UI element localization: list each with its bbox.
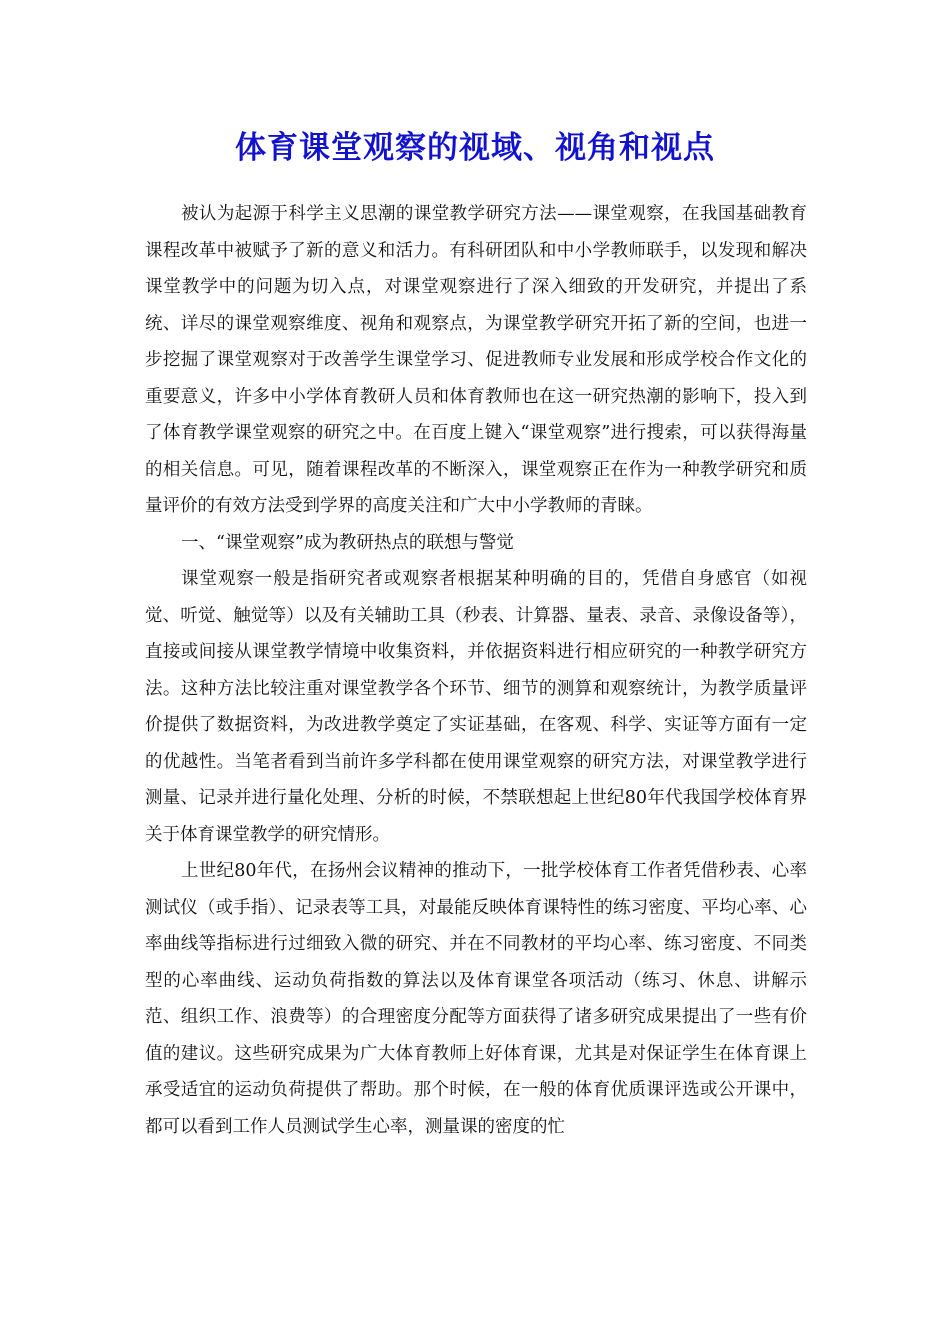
body-paragraph-1: 课堂观察一般是指研究者或观察者根据某种明确的目的，凭借自身感官（如视觉、听觉、触觉等）以及有关辅助工具（秒表、计算器、量表、录音、录像设备等），直接或间接从课堂教学情境中收集资料，并依据资料进行相应研究的一种教学研究方法。这种方法比较注重对课堂教学各个环节、细节的测算和观察统计，为教学质量评价提供了数据资料，为改进教学奠定了实证基础，在客观、科学、实证等方面有一定的优越性。当笔者看到当前许多学科都在使用课堂观察的研究方法，对课堂教学进行测量、记录并进行量化处理、分析的时候，不禁联想起上世纪80年代我国学校体育界关于体育课堂教学的研究情形。 [145,569,807,845]
section-heading: 一、“课堂观察”成为教研热点的联想与警觉 [181,532,514,553]
intro-paragraph: 被认为起源于科学主义思潮的课堂教学研究方法——课堂观察，在我国基础教育课程改革中被赋予了新的意义和活力。有科研团队和中小学教师联手，以发现和解决课堂教学中的问题为切入点，对课堂观察进行了深入细致的开发研究，并提出了系统、详尽的课堂观察维度、视角和观察点，为课堂教学研究开拓了新的空间，也进一步挖掘了课堂观察对于改善学生课堂学习、促进教师专业发展和形成学校合作文化的重要意义，许多中小学体育教研人员和体育教师也在这一研究热潮的影响下，投入到了体育教学课堂观察的研究之中。在百度上键入“课堂观察”进行搜索，可以获得海量的相关信息。可见，随着课程改革的不断深入，课堂观察正在作为一种教学研究和质量评价的有效方法受到学界的高度关注和广大中小学教师的青睐。 [145,204,807,516]
document-body [145,196,807,1145]
document-title: 体育课堂观察的视域、视角和视点 [235,130,715,166]
body-paragraph-2: 上世纪80年代，在扬州会议精神的推动下，一批学校体育工作者凭借秒表、心率测试仪（或手指）、记录表等工具，对最能反映体育课特性的练习密度、平均心率、心率曲线等指标进行过细致入微的研究、并在不同教材的平均心率、练习密度、不同类型的心率曲线、运动负荷指数的算法以及体育课堂各项活动（练习、休息、讲解示范、组织工作、浪费等）的合理密度分配等方面获得了诸多研究成果提出了一些有价值的建议。这些研究成果为广大体育教师上好体育课，尤其是对保证学生在体育课上承受适宜的运动负荷提供了帮助。那个时候，在一般的体育优质课评选或公开课中，都可以看到工作人员测试学生心率，测量课的密度的忙 [145,861,807,1137]
